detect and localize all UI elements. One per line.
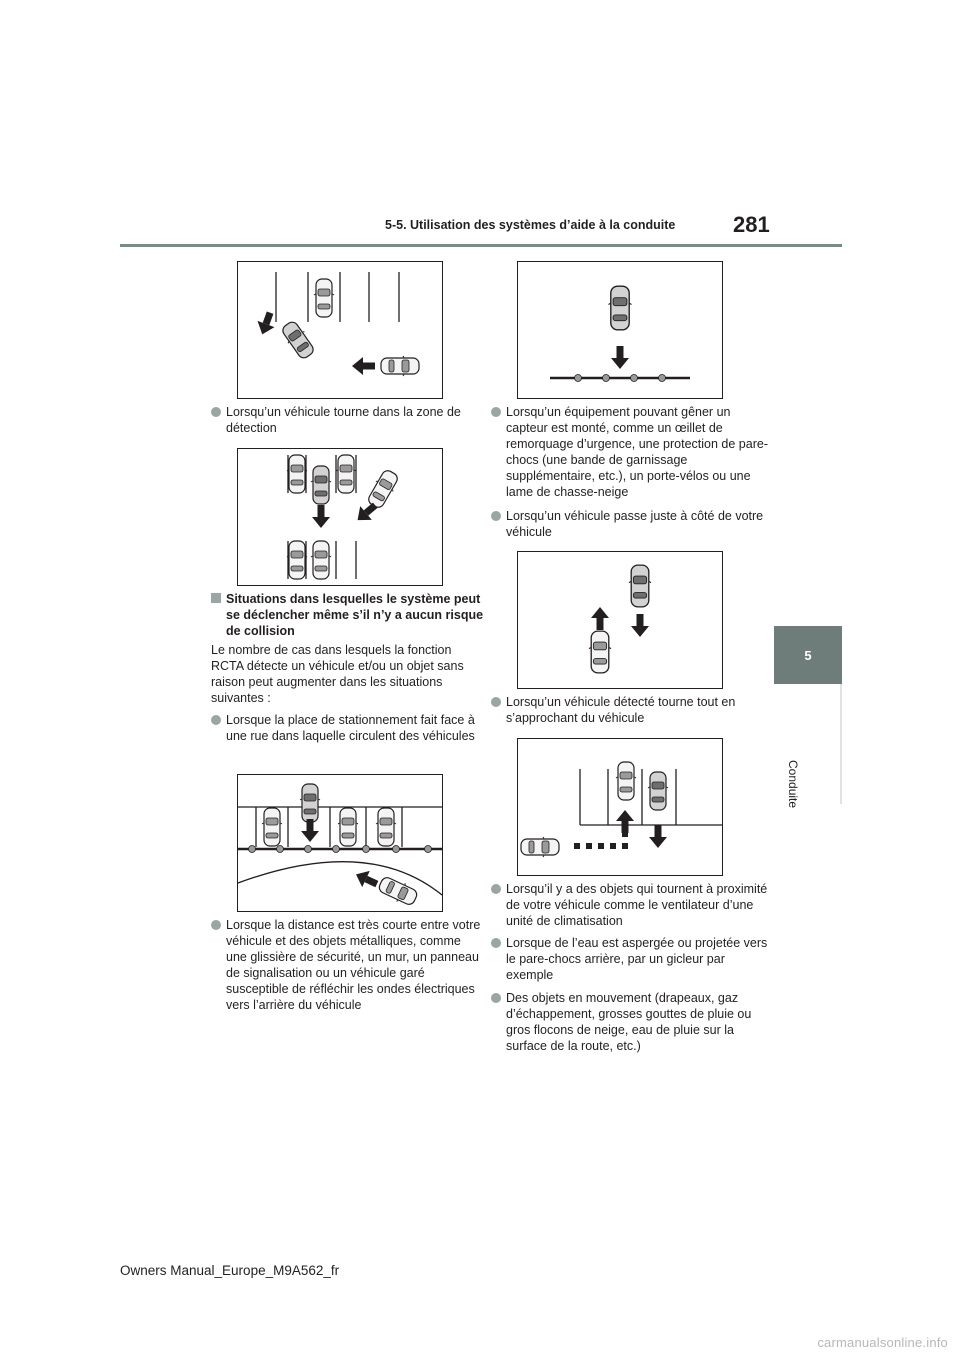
section-title: 5-5. Utilisation des systèmes d’aide à la conduite — [385, 218, 676, 232]
chapter-title: Conduite — [786, 760, 800, 809]
bullet-water-spray: Lorsque de l’eau est aspergée ou projetée vers le pare-chocs arrière, par un gicleur par exemple — [491, 935, 768, 983]
bullet-passing-vehicle: Lorsqu’un véhicule passe juste à côté de votre véhicule — [491, 508, 768, 540]
bullet-street-facing: Lorsque la place de stationnement fait face à une rue dans laquelle circulent des véhicules — [211, 712, 484, 744]
footer-manual-id: Owners Manual_Europe_M9A562_fr — [120, 1263, 340, 1278]
bullet-icon — [491, 993, 501, 1003]
chapter-tab — [774, 626, 842, 684]
bullet-sensor-equipment: Lorsqu’un équipement pouvant gêner un capteur est monté, comme un œillet de remorquage d’urgence, une protection de pare-chocs (une bande de garnissage supplémentaire, etc.), un porte-vélos ou une lame de chasse-neige — [491, 404, 768, 500]
header-rule — [120, 244, 842, 247]
bullet-icon — [211, 715, 221, 725]
bullet-turning-approach: Lorsqu’un véhicule détecté tourne tout en s’approchant du véhicule — [491, 694, 768, 726]
figure-passing-vehicle — [517, 551, 723, 689]
bullet-icon — [211, 407, 221, 417]
bullet-rotating-objects: Lorsqu’il y a des objets qui tournent à proximité de votre véhicule comme le ventilateur d’une unité de climatisation — [491, 881, 768, 929]
figure-turning-vehicle — [237, 261, 443, 399]
bullet-icon — [491, 884, 501, 894]
bullet-icon — [491, 511, 501, 521]
page-number: 281 — [733, 212, 770, 237]
bullet-icon — [491, 938, 501, 948]
section-heading: Situations dans lesquelles le système peut se déclencher même s’il n’y a aucun risque de collision — [211, 591, 484, 639]
heading-square-icon — [211, 593, 221, 603]
bullet-turning-vehicle: Lorsqu’un véhicule tourne dans la zone de détection — [211, 404, 484, 436]
intro-paragraph: Le nombre de cas dans lesquels la fonction RCTA détecte un véhicule et/ou un objet sans raison peut augmenter dans les situations suivantes : — [211, 643, 464, 705]
bullet-icon — [211, 920, 221, 930]
tab-strip — [840, 684, 842, 804]
figure-parking-rows — [237, 448, 443, 586]
bullet-moving-objects: Des objets en mouvement (drapeaux, gaz d’échappement, grosses gouttes de pluie ou gros flocons de neige, eau de pluie sur la surface de la route, etc.) — [491, 990, 768, 1054]
bullet-icon — [491, 407, 501, 417]
figure-street-traffic — [237, 774, 443, 912]
bullet-icon — [491, 697, 501, 707]
figure-turning-approach — [517, 738, 723, 876]
figure-sensor-equipment — [517, 261, 723, 399]
bullet-metal-objects: Lorsque la distance est très courte entre votre véhicule et des objets métalliques, comme une glissière de sécurité, un mur, un panneau de signalisation ou un véhicule garé susceptible de réfléchir les ondes électriques vers l’arrière du véhicule — [211, 917, 484, 1013]
watermark: carmanualsonline.info — [817, 1335, 948, 1350]
chapter-number: 5 — [804, 647, 812, 663]
